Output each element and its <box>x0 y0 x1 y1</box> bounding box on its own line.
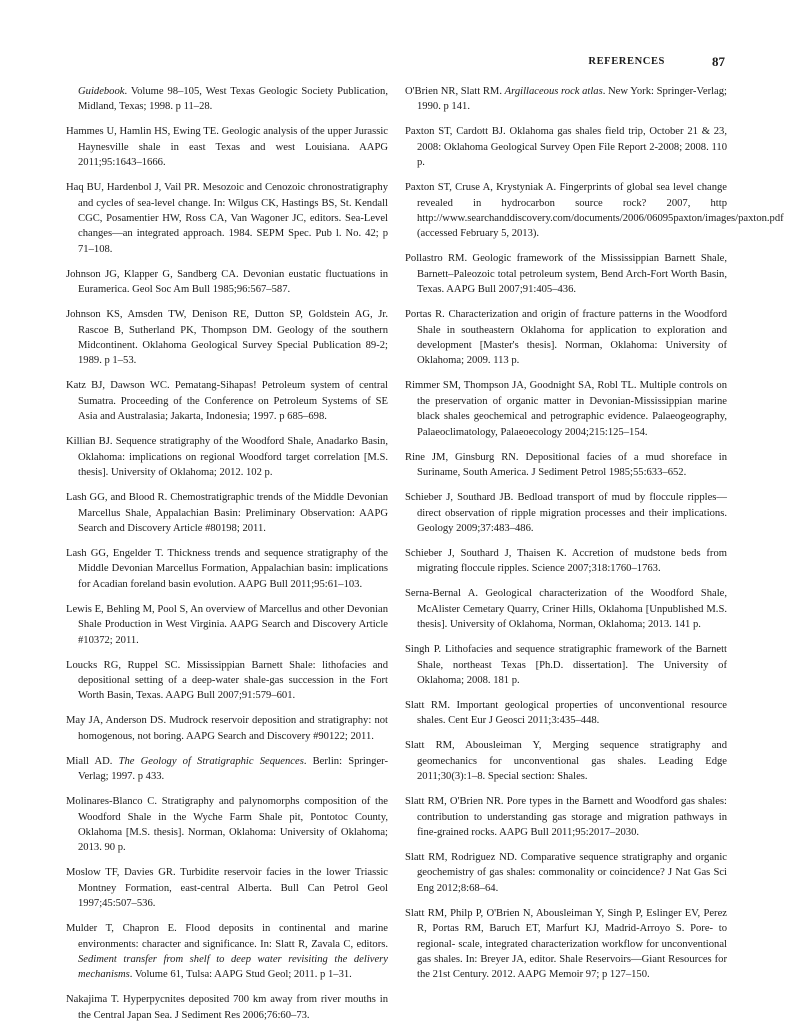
section-title: REFERENCES <box>588 56 665 67</box>
reference-entry <box>66 754 388 785</box>
reference-entry <box>66 713 388 744</box>
reference-column-left <box>66 84 388 1033</box>
reference-entry <box>66 267 388 298</box>
reference-italic-title: Argillaceous rock atlas <box>504 86 603 97</box>
reference-entry <box>405 307 727 369</box>
reference-text: Schieber J, Southard JB. Bedload transport of mud by floccule ripples—direct observation of ripple migration processes and their implications. Geology 2009;37:483–486. <box>405 492 727 534</box>
reference-entry <box>405 906 727 983</box>
reference-text: Lash GG, Engelder T. Thickness trends and sequence stratigraphy of the Middle Devonian Marcellus Formation, Appalachian basin: implications for Acadian foreland basin evolution. AAPG Bull 2011;95:61–103. <box>66 547 388 590</box>
reference-text: Johnson JG, Klapper G, Sandberg CA. Devonian eustatic fluctuations in Euramerica. Geol Soc Am Bull 1985;96:567–587. <box>66 268 388 296</box>
reference-text: . Volume 98–105, West Texas Geologic Society Publication, Midland, Texas; 1998. p 11–28. <box>78 86 388 113</box>
reference-text: Katz BJ, Dawson WC. Pematang-Sihapas! Petroleum system of central Sumatra. Proceeding of the Conference on Petroleum Systems of SE Asia and Australasia; Jakarta, Indonesia; 1997. p 685–698. <box>66 380 388 423</box>
reference-entry <box>66 307 388 369</box>
reference-entry <box>405 180 784 242</box>
reference-entry <box>66 921 388 983</box>
reference-entry <box>405 738 727 784</box>
reference-text: Schieber J, Southard J, Thaisen K. Accretion of mudstone beds from migrating floccule ripples. Science 2007;318:1760–1763. <box>405 547 727 575</box>
reference-text: Johnson KS, Amsden TW, Denison RE, Dutton SP, Goldstein AG, Jr. Rascoe B, Sutherland PK, Thompson DM. Geology of the southern Midcontinent. Oklahoma Geological Survey Special Publication 89-2; 1989. p 1–53. <box>66 309 388 367</box>
running-header <box>66 56 725 72</box>
reference-entry <box>405 698 727 729</box>
reference-text: Loucks RG, Ruppel SC. Mississippian Barnett Shale: lithofacies and depositional setting of a deep-water shale-gas succession in the Fort Worth Basin, Texas. AAPG Bull 2007;91:579–601. <box>66 659 388 702</box>
reference-text: Mulder T, Chapron E. Flood deposits in continental and marine environments: character and significance. In: Slatt R, Zavala C, editors. <box>66 923 388 950</box>
reference-entry <box>66 794 388 856</box>
reference-text: Rine JM, Ginsburg RN. Depositional facies of a mud shoreface in Suriname, South America. J Sediment Petrol 1985;55:633–652. <box>405 451 727 479</box>
reference-entry <box>405 124 727 170</box>
reference-text: Moslow TF, Davies GR. Turbidite reservoir facies in the lower Triassic Montney Formation, east-central Alberta. Bull Can Petrol Geol 1997;45:507–536. <box>66 867 388 910</box>
reference-entry <box>405 546 727 577</box>
reference-text: Slatt RM, Philp P, O'Brien N, Abousleiman Y, Singh P, Eslinger EV, Perez R, Portas RM, Baruch ET, Marfurt KJ, Madrid-Arroyo S. Pore- to regional- scale, integrated characterization workflow for unconventional gas shales. In: Breyer JA, editor. Shale Reservoirs—Giant Resources for the 21st Century. 2012. AAPG Memoir 97; p 127–150. <box>405 907 727 981</box>
reference-text: Slatt RM, O'Brien NR. Pore types in the Barnett and Woodford gas shales: contribution to understanding gas storage and migration pathways in fine-grained rocks. AAPG Bull 2011;95:2017–2030. <box>405 796 727 838</box>
reference-entry <box>66 602 388 648</box>
reference-text: Hammes U, Hamlin HS, Ewing TE. Geologic analysis of the upper Jurassic Haynesville shale in east Texas and west Louisiana. AAPG 2011;95:1643–1666. <box>66 126 388 169</box>
reference-entry <box>66 180 388 257</box>
reference-italic-title: Sediment transfer from shelf to deep water revisiting the delivery mechanisms <box>78 954 388 981</box>
reference-text: Slatt RM, Abousleiman Y, Merging sequence stratigraphy and geomechanics for unconventional gas shales. Leading Edge 2011;30(3):1–8. Special section: Shales. <box>405 740 727 783</box>
reference-text: May JA, Anderson DS. Mudrock reservoir deposition and stratigraphy: not homogenous, not boring. AAPG Search and Discovery #90122; 2011. <box>66 715 388 742</box>
reference-text: Nakajima T. Hyperpycnites deposited 700 km away from river mouths in the Central Japan Sea. J Sediment Res 2006;76:60–73. <box>66 994 388 1021</box>
reference-text: Paxton ST, Cardott BJ. Oklahoma gas shales field trip, October 21 & 23, 2008: Oklahoma Geological Survey Open File Report 2-2008; 2008. 110 p. <box>405 126 727 169</box>
reference-text: Lash GG, and Blood R. Chemostratigraphic trends of the Middle Devonian Marcellus Shale, Appalachian Basin: Preliminary Observation: AAPG Search and Discovery Article #80198; 2011. <box>66 492 388 534</box>
reference-text: Rimmer SM, Thompson JA, Goodnight SA, Robl TL. Multiple controls on the preservation of organic matter in Devonian-Mississippian marine black shales geochemical and petrographic evidence. Palaeogeography, Palaeoclimatology, Palaeoecology 2004;215:125–154. <box>405 380 727 438</box>
reference-entry <box>66 434 388 480</box>
reference-text: Killian BJ. Sequence stratigraphy of the Woodford Shale, Anadarko Basin, Oklahoma: implications on regional Woodford target correlation [M.S. thesis]. University of Oklahoma; 2012. 102 p. <box>66 436 388 479</box>
reference-text: Slatt RM. Important geological properties of unconventional resource shales. Cent Eur J Geosci 2011;3:435–448. <box>405 699 727 727</box>
reference-text: Molinares-Blanco C. Stratigraphy and palynomorphs composition of the Woodford Shale in the Wyche Farm Shale pit, Pontotoc County, Oklahoma [M.S. thesis]. Norman, Oklahoma: University of Oklahoma; 2013. 90 p. <box>66 796 388 854</box>
reference-text: . Volume 61, Tulsa: AAPG Stud Geol; 2011. p 1–31. <box>129 969 352 981</box>
reference-entry <box>405 642 727 688</box>
reference-entry <box>405 850 727 896</box>
reference-text: Paxton ST, Cruse A, Krystyniak A. Fingerprints of global sea level change revealed in hydrocarbon source rock? 2007, http http://www.searchanddiscovery.com/documents/2006/06095paxton/images/paxton.pdf (accessed February 5, 2013). <box>405 182 784 240</box>
reference-text: Serna-Bernal A. Geological characterization of the Woodford Shale, McAlister Cemetary Quarry, Criner Hills, Oklahoma [Unpublished M.S. thesis]. University of Oklahoma, Norman, Oklahoma; 2013. 141 p. <box>405 588 727 631</box>
reference-column-right <box>405 84 784 992</box>
reference-italic-title: Guidebook <box>78 86 125 97</box>
reference-text: Miall AD. <box>66 755 119 767</box>
reference-text: O'Brien NR, Slatt RM. <box>405 86 505 97</box>
reference-entry <box>66 865 388 911</box>
reference-entry <box>405 450 727 481</box>
reference-entry <box>66 124 388 170</box>
reference-italic-title: The Geology of Stratigraphic Sequences <box>118 755 304 767</box>
reference-entry <box>66 992 388 1023</box>
reference-entry <box>66 658 388 704</box>
reference-entry <box>405 586 727 632</box>
reference-entry <box>405 84 727 115</box>
reference-text: Pollastro RM. Geologic framework of the Mississippian Barnett Shale, Barnett–Paleozoic total petroleum system, Bend Arch-Fort Worth Basin, Texas. AAPG Bull 2007;91:405–436. <box>405 253 727 296</box>
reference-entry <box>66 490 388 536</box>
reference-entry <box>405 490 727 536</box>
reference-text: . Berlin: Springer-Verlag; 1997. p 433. <box>78 755 388 783</box>
reference-entry <box>66 546 388 592</box>
reference-entry <box>66 84 388 115</box>
reference-text: Singh P. Lithofacies and sequence stratigraphic framework of the Barnett Shale, northeast Texas [Ph.D. dissertation]. The University of Oklahoma; 2008. 181 p. <box>405 644 727 686</box>
page-number: 87 <box>712 54 725 69</box>
reference-text: Haq BU, Hardenbol J, Vail PR. Mesozoic and Cenozoic chronostratigraphy and cycles of sea-level change. In: Wilgus CK, Hastings BS, St. Kendall CGC, Posamentier HW, Ross CA, Van Wagoner JC, editors. Sea-Level changes—an integrated approach. 1984. SEPM Spec. Pub l. No. 42; p 71–108. <box>66 182 388 255</box>
reference-entry <box>405 378 727 440</box>
reference-entry <box>66 378 388 424</box>
reference-text: Lewis E, Behling M, Pool S, An overview of Marcellus and other Devonian Shale Production in West Virginia. AAPG Search and Discovery Article #10372; 2011. <box>66 603 388 646</box>
reference-text: Slatt RM, Rodriguez ND. Comparative sequence stratigraphy and organic geochemistry of gas shales: commonality or coincidence? J Nat Gas Sci Eng 2012;8:68–64. <box>405 851 727 894</box>
reference-text: Portas R. Characterization and origin of fracture patterns in the Woodford Shale in southeastern Oklahoma for application to exploration and development [Master's thesis]. Norman, Oklahoma: University of Oklahoma; 2009. 113 p. <box>405 309 727 367</box>
reference-entry <box>405 251 727 297</box>
reference-entry <box>405 794 727 840</box>
reference-text: . New York: Springer-Verlag; 1990. p 141. <box>417 86 727 113</box>
